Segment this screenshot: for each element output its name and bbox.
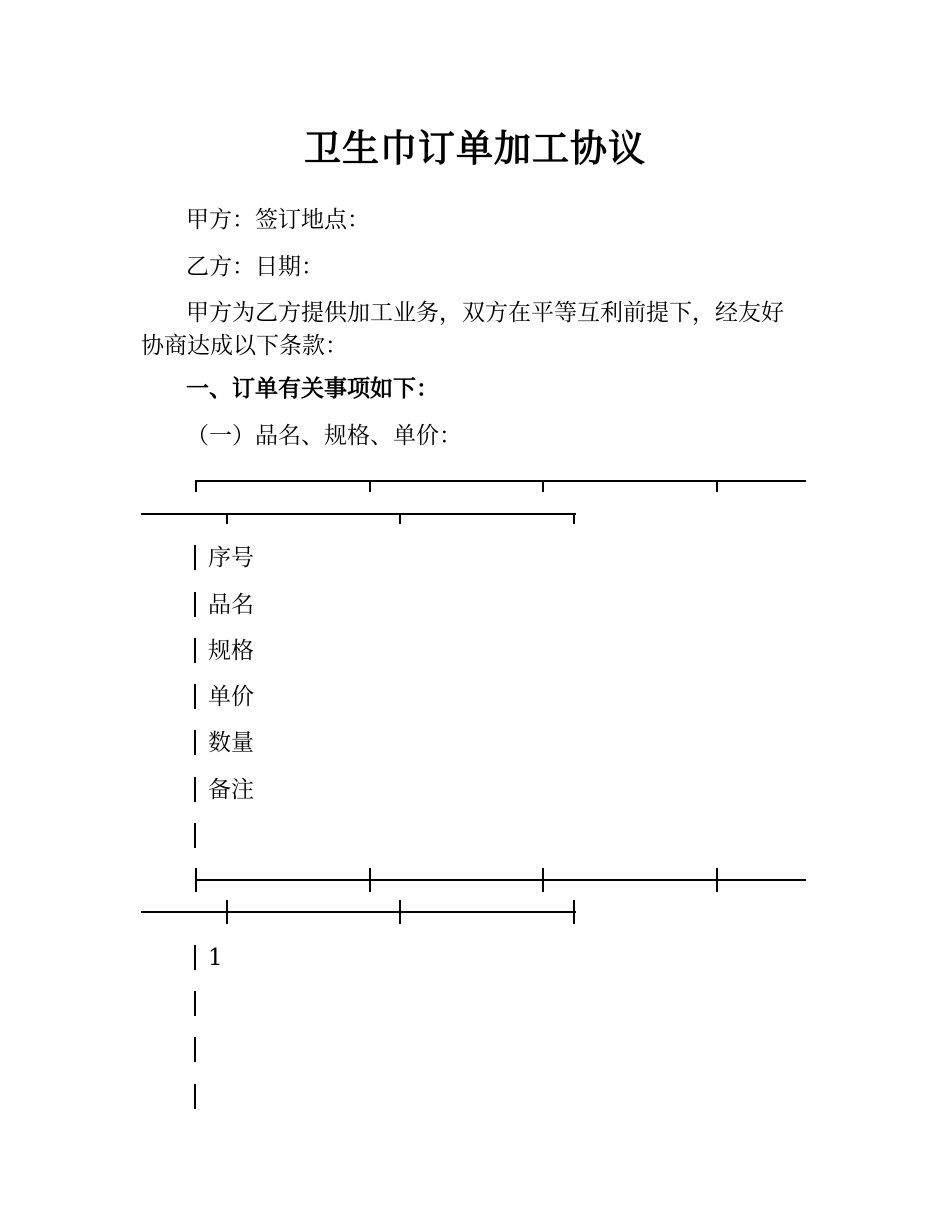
subsection-1-heading: （一）品名、规格、单价： (186, 423, 462, 449)
table-cell-divider (194, 1084, 196, 1109)
table-cell-divider (194, 991, 196, 1016)
table-header-cell: 序号 (208, 545, 254, 571)
table-row-number: 1 (208, 945, 223, 971)
party-b-line: 乙方：日期： (186, 254, 324, 280)
table-header-cell: 数量 (208, 730, 254, 756)
document-title: 卫生巾订单加工协议 (304, 127, 646, 170)
table-header-cell: 备注 (208, 777, 254, 803)
table-header-cell: 单价 (208, 684, 254, 710)
section-1-heading: 一、订单有关事项如下： (186, 376, 439, 402)
table-cell-divider (194, 1037, 196, 1062)
table-row-divider (194, 823, 196, 848)
table-header-cell: 规格 (208, 638, 254, 664)
party-a-line: 甲方：签订地点： (186, 207, 370, 233)
table-header-cell: 品名 (208, 592, 254, 618)
intro-paragraph: 甲方为乙方提供加工业务，双方在平等互利前提下，经友好协商达成以下条款： (141, 300, 784, 359)
